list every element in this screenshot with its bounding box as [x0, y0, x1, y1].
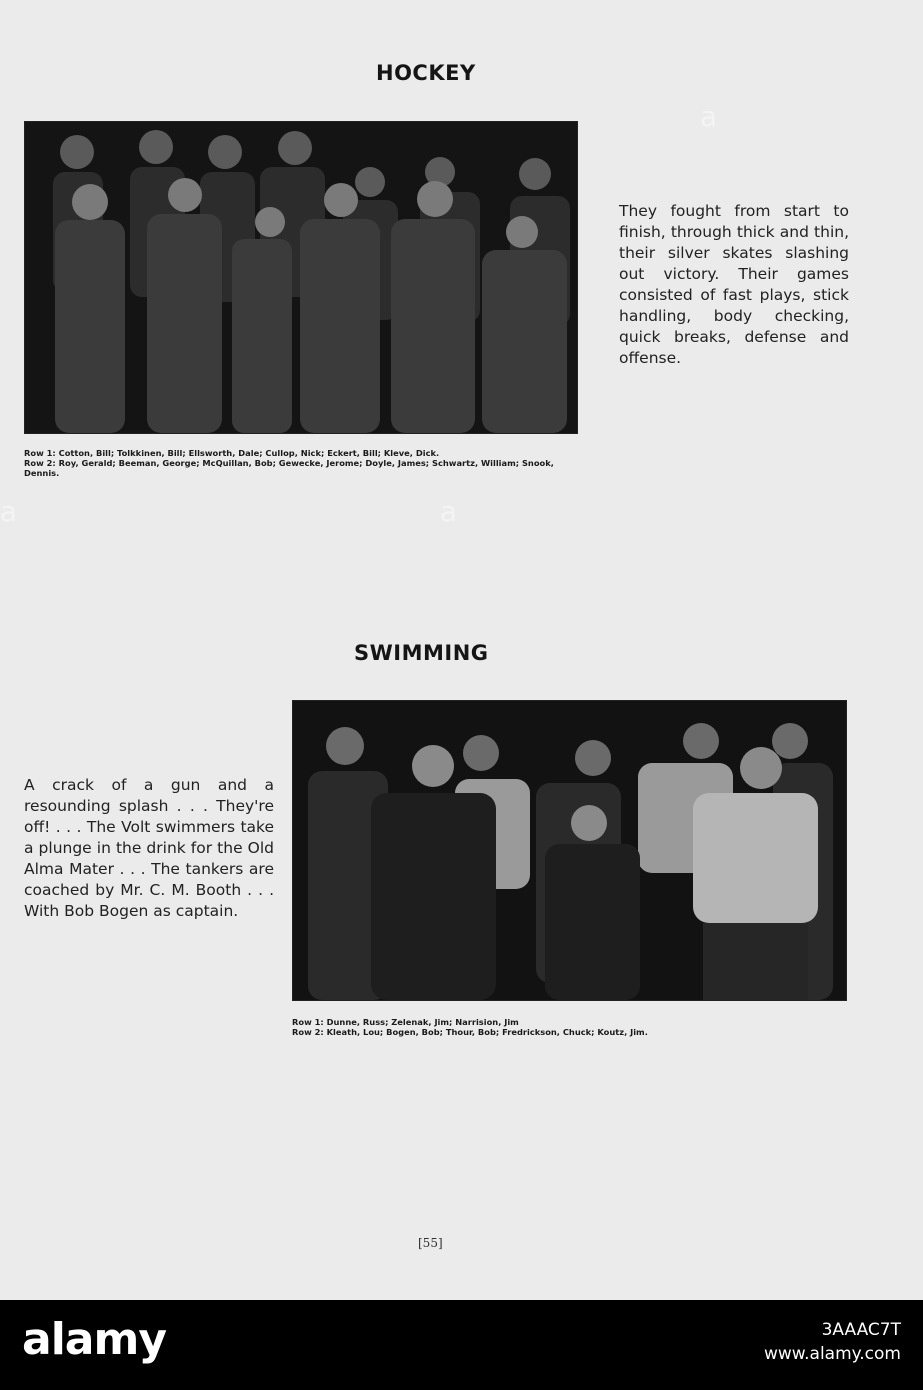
hockey-team-photo: [24, 121, 578, 434]
stock-image-info: [764, 1320, 901, 1364]
stock-logo: alamy: [22, 1314, 166, 1365]
watermark-mark: a: [0, 495, 18, 528]
swimming-team-photo: [292, 700, 847, 1001]
swimming-caption: [292, 1017, 845, 1037]
stock-image-id: 3AAAC7T: [821, 1320, 901, 1340]
swimming-description: A crack of a gun and a resounding splash . . . They're off! . . . The Volt swimmers take a plunge in the drink for the Old Alma Mater . . . The tankers are coached by Mr. C. M. Booth . . . With Bob Bogen as captain.: [24, 776, 274, 920]
swimming-title: SWIMMING: [354, 641, 489, 665]
hockey-description: They fought from start to finish, through thick and thin, their silver skates slashing out victory. Their games consisted of fast plays, stick handling, body checking, quick breaks, defense and offense.: [619, 202, 849, 367]
watermark-mark: a: [440, 495, 458, 528]
hockey-caption-row1: Row 1: Cotton, Bill; Tolkkinen, Bill; Ellsworth, Dale; Cullop, Nick; Eckert, Bill; Kleve, Dick.: [24, 448, 440, 458]
watermark-mark: a: [700, 100, 718, 133]
stock-footer: [0, 1300, 923, 1390]
hockey-photo-figures: [25, 122, 577, 433]
hockey-title: HOCKEY: [376, 61, 476, 85]
page-number: [55]: [418, 1236, 443, 1250]
swimming-caption-row2: Row 2: Kleath, Lou; Bogen, Bob; Thour, Bob; Fredrickson, Chuck; Koutz, Jim.: [292, 1027, 648, 1037]
stock-url: www.alamy.com: [763, 1344, 901, 1364]
hockey-caption: [24, 448, 576, 478]
hockey-caption-row2: Row 2: Roy, Gerald; Beeman, George; McQuillan, Bob; Gewecke, Jerome; Doyle, James; Schwartz, William; Snook, Dennis.: [24, 458, 554, 478]
swimming-photo-figures: [293, 701, 846, 1000]
swimming-caption-row1: Row 1: Dunne, Russ; Zelenak, Jim; Narrision, Jim: [292, 1017, 519, 1027]
